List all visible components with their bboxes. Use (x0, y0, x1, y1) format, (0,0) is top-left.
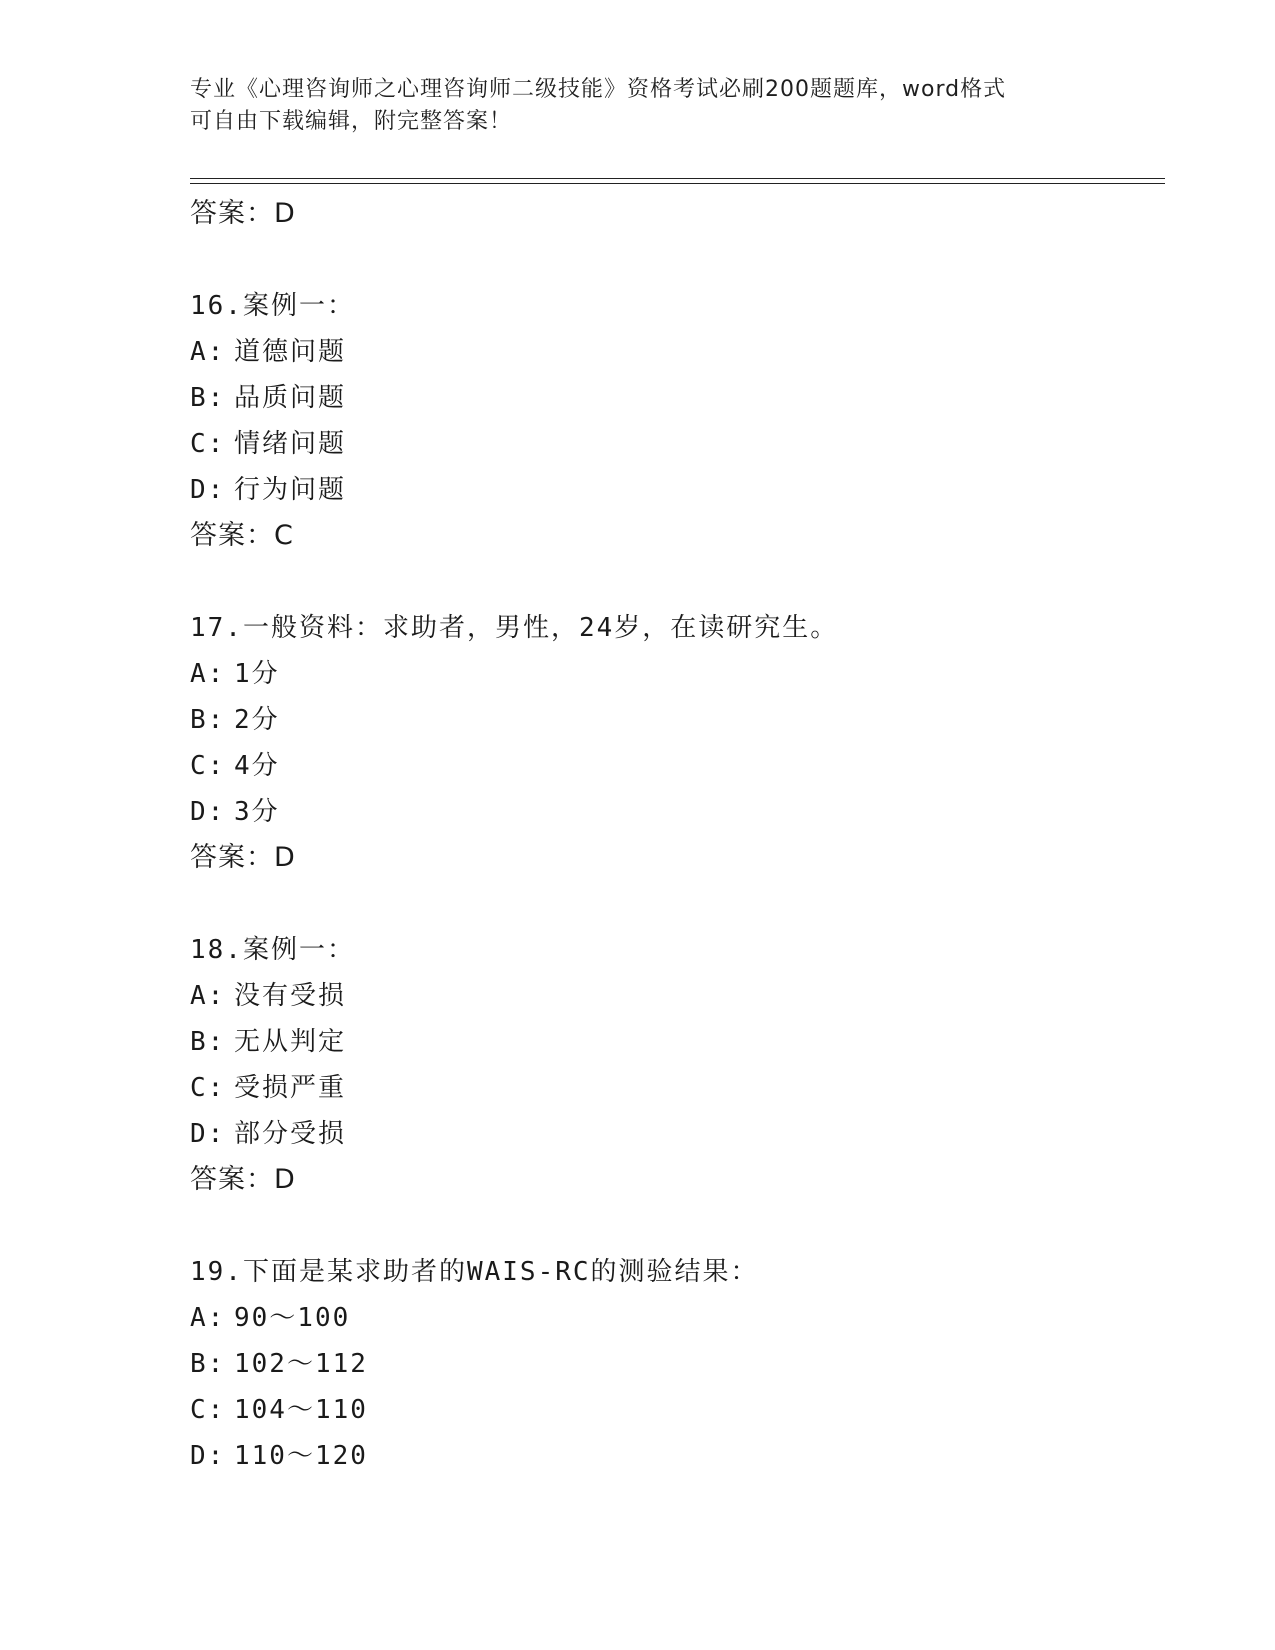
spacer (190, 881, 1150, 927)
spacer (190, 237, 1150, 283)
option-d (190, 1111, 1150, 1157)
question-stem: 16.案例一： (190, 291, 355, 321)
spacer (190, 1203, 1150, 1249)
option-text: 4分 (234, 751, 280, 781)
option-letter: B: (190, 383, 226, 413)
option-c (190, 743, 1150, 789)
spacer (190, 559, 1150, 605)
option-a (190, 973, 1150, 1019)
option-letter: C: (190, 751, 226, 781)
answer-line: 答案：D (190, 1164, 296, 1195)
header-line-1: 专业《心理咨询师之心理咨询师二级技能》资格考试必刷200题题库，word格式 (190, 77, 1007, 102)
option-text: 情绪问题 (234, 429, 347, 459)
question-list (190, 191, 1150, 1479)
option-letter: A: (190, 659, 226, 689)
option-b (190, 697, 1150, 743)
option-text: 没有受损 (234, 981, 347, 1011)
question-block (190, 283, 1150, 559)
option-letter: C: (190, 1395, 226, 1425)
option-b (190, 375, 1150, 421)
option-text: 2分 (234, 705, 280, 735)
option-a (190, 329, 1150, 375)
option-letter: D: (190, 1441, 226, 1471)
option-text: 3分 (234, 797, 280, 827)
header-line-2: 可自由下载编辑，附完整答案！ (190, 109, 513, 134)
option-d (190, 1433, 1150, 1479)
question-block (190, 605, 1150, 881)
option-b (190, 1341, 1150, 1387)
option-letter: D: (190, 797, 226, 827)
question-stem: 19.下面是某求助者的WAIS-RC的测验结果： (190, 1257, 759, 1287)
option-text: 道德问题 (234, 337, 347, 367)
option-letter: A: (190, 981, 226, 1011)
option-letter: A: (190, 337, 226, 367)
option-d (190, 467, 1150, 513)
option-letter: C: (190, 429, 226, 459)
option-a (190, 1295, 1150, 1341)
option-c (190, 421, 1150, 467)
header-rule-bottom (190, 183, 1165, 184)
document-header (190, 74, 1090, 138)
option-letter: B: (190, 1027, 226, 1057)
option-text: 行为问题 (234, 475, 347, 505)
header-rule-top (190, 178, 1165, 179)
answer-line: 答案：C (190, 520, 294, 551)
question-stem: 17.一般资料：求助者，男性，24岁，在读研究生。 (190, 613, 839, 643)
option-text: 部分受损 (234, 1119, 347, 1149)
option-letter: D: (190, 475, 226, 505)
option-text: 110～120 (234, 1441, 368, 1471)
option-b (190, 1019, 1150, 1065)
option-letter: D: (190, 1119, 226, 1149)
option-c (190, 1065, 1150, 1111)
question-block (190, 1249, 1150, 1479)
option-letter: C: (190, 1073, 226, 1103)
option-letter: B: (190, 1349, 226, 1379)
answer-line: 答案：D (190, 842, 296, 873)
option-text: 102～112 (234, 1349, 368, 1379)
option-letter: B: (190, 705, 226, 735)
option-text: 无从判定 (234, 1027, 347, 1057)
option-d (190, 789, 1150, 835)
option-text: 受损严重 (234, 1073, 347, 1103)
option-letter: A: (190, 1303, 226, 1333)
question-stem: 18.案例一： (190, 935, 355, 965)
option-c (190, 1387, 1150, 1433)
answer-line: 答案：D (190, 198, 296, 229)
option-a (190, 651, 1150, 697)
option-text: 1分 (234, 659, 280, 689)
option-text: 品质问题 (234, 383, 347, 413)
question-block (190, 927, 1150, 1203)
option-text: 104～110 (234, 1395, 368, 1425)
option-text: 90～100 (234, 1303, 351, 1333)
